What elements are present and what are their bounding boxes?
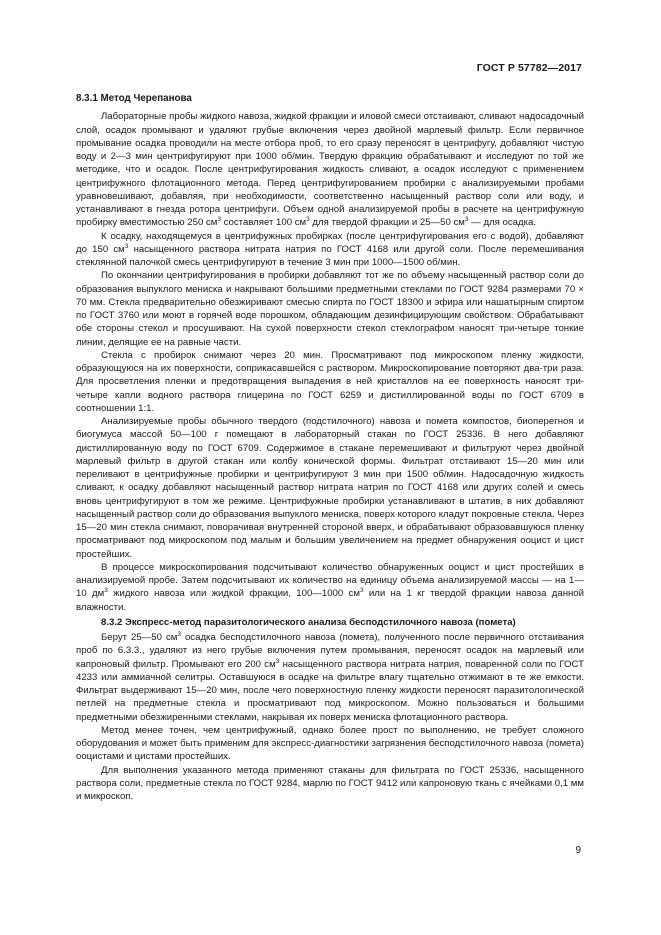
section-title-8-3-2: 8.3.2 Экспресс-метод паразитологического анализа бесподстилочного навоза (помета) [101, 616, 516, 628]
document-body [76, 92, 584, 803]
paragraph: Берут 25—50 $см^3$ осадка бесподстилочного навоза (помета), полученного после первичного отстаивания проб по 6.3.3., удаляют из него грубые включения путем промывания, переносят осадок на марлевый или капроновый фильтр. Промывают его 200 $см^3$ насыщенного раствора нитрата натрия, поваренной соли по ГОСТ 4233 или аммиачной селитры. Оставшуюся в осадке на фильтре влагу тщательно отжимают в те же емкости. Фильтрат выдерживают 15—20 мин, после чего поверхностную пленку жидкости переносят паразитологической петлей на предметные стекла и просматривают под микроскопом. Можно пользоваться и большими предметными обезжиренными стеклами, накрывая их поверх мениска флотационного раствора. [76, 631, 584, 723]
section-title-8-3-1: 8.3.1 Метод Черепанова [76, 93, 192, 104]
paragraph: В процессе микроскопирования подсчитывают количество обнаруженных ооцист и цист простейших в анализируемой пробе. Затем подсчитывают их количество на единицу объема анализируемой массы — на 1—10 $дм^3$ жидкого навоза или жидкой фракции, 100—1000 $см^3$ или на 1 кг твердой фракции навоза данной влажности. [76, 561, 584, 613]
paragraph: Лабораторные пробы жидкого навоза, жидкой фракции и иловой смеси отстаивают, сливают надосадочный слой, осадок промывают и удаляют грубые включения через двойной марлевый фильтр. Если первичное промывание осадка проводили на месте отбора проб, то его сразу переносят в центрифугу, добавляют чистую воду и 2—3 мин центрифугируют при 1000 об/мин. Твердую фракцию обрабатывают и исследуют по той же методике, что и осадок. После центрифугирования жидкость сливают, а осадок исследуют с применением центрифужного флотационного метода. Перед центрифугированием пробирки с анализируемыми пробами уравновешивают, добавляя, при необходимости, соответственно насыщенный раствор соли или воду, и устанавливают в гнезда ротора центрифуги. Объем одной анализируемой пробы в расчете на центрифужную пробирку вместимостью 250 $см^3$ составляет 100 $см^3$ для твердой фракции и 25—50 $см^3$ — для осадка. [76, 111, 584, 229]
document-code-header: ГОСТ Р 57782—2017 [476, 62, 582, 74]
paragraph: К осадку, находящемуся в центрифужных пробирках (после центрифугирования его с водой), добавляют до 150 $см^3$ насыщенного раствора нитрата натрия по ГОСТ 4168 или другой соли. После перемешивания стеклянной палочкой смесь центрифугируют в течение 3 мин при 1000—1500 об/мин. [76, 230, 584, 269]
paragraph: Метод менее точен, чем центрифужный, однако более прост по выполнению, не требует сложного оборудования и может быть применим для экспресс-диагностики загрязнения бесподстилочного навоза (помета) ооцистами и цистами простейших. [76, 724, 584, 763]
paragraph: Стекла с пробирок снимают через 20 мин. Просматривают под микроскопом пленку жидкости, образующуюся на их поверхности, соприкасавшейся с раствором. Микроскопирование повторяют два-три раза. Для просветления пленки и предотвращения выпадения в ней кристаллов на ее поверхность наносят три-четыре капли водного раствора глицерина по ГОСТ 6259 и дистиллированной воды по ГОСТ 6709 в соотношении 1:1. [76, 349, 584, 414]
paragraph: Для выполнения указанного метода применяют стаканы для фильтрата по ГОСТ 25336, насыщенного раствора соли, предметные стекла по ГОСТ 9284, марлю по ГОСТ 9412 или капроновую ткань с ячейками 0,1 мм и микроскоп. [76, 764, 584, 803]
paragraph: По окончании центрифугирования в пробирки добавляют тот же по объему насыщенный раствор соли до образования выпуклого мениска и накрывают большими предметными стеклами по ГОСТ 9284 размерами 70 × 70 мм. Стекла предварительно обезжиривают смесью спирта по ГОСТ 18300 и эфира или нашатырным спиртом по ГОСТ 3760 или моют в горячей воде порошком, обладающим дезинфицирующим свойством. Обрабатывают обе стороны стекол и просушивают. На сухой поверхности стекол стеклографом наносят три-четыре тонкие линии, делящие ее на равные части. [76, 270, 584, 348]
paragraph: Анализируемые пробы обычного твердого (подстилочного) навоза и помета компостов, биоперегноя и биогумуса массой 50—100 г помещают в лабораторный стакан по ГОСТ 25336. В него добавляют дистиллированную воду по ГОСТ 6709. Содержимое в стакане перемешивают и фильтруют через двойной марлевый фильтр в другой стакан или колбу конической формы. Фильтрат отстаивают 15—20 мин или переливают в центрифужные пробирки и центрифугируют 3 мин при 1500 об/мин. Надосадочную жидкость сливают, к осадку добавляют насыщенный раствор нитрата натрия по ГОСТ 4168 или других солей и смесь вновь центрифугируют в том же режиме. Центрифужные пробирки устанавливают в штатив, в них добавляют насыщенный раствор соли до образования выпуклого мениска, поверх которого кладут покровные стекла. Через 15—20 мин стекла снимают, поворачивая внутренней стороной вверх, и обрабатывают образовавшуюся пленку просматривают под микроскопом под малым и большим увеличением на предмет обнаружения ооцист и цист простейших. [76, 416, 584, 560]
page-number: 9 [575, 845, 581, 856]
